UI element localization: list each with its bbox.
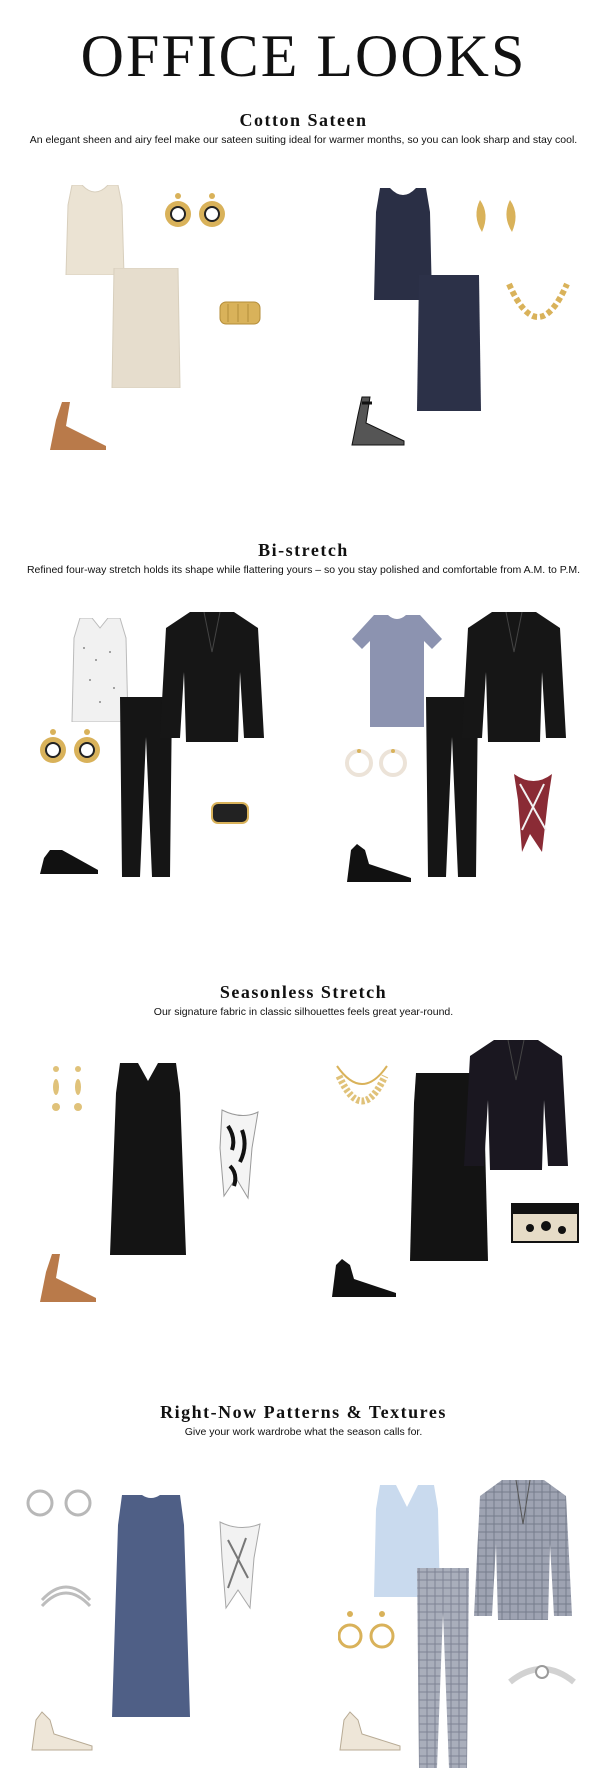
- black-slide-sandal-image[interactable]: [38, 840, 104, 876]
- section-bi-stretch: [0, 540, 607, 577]
- navy-pencil-skirt-image[interactable]: [415, 275, 483, 411]
- cream-slingback-heel-image[interactable]: [338, 1708, 402, 1752]
- section-description: Our signature fabric in classic silhouettes feels great year-round.: [153, 1006, 454, 1018]
- section-seasonless-stretch: [0, 982, 607, 1019]
- tan-heeled-sandal-image[interactable]: [38, 1248, 100, 1304]
- gold-drop-earrings-image[interactable]: [48, 1063, 88, 1123]
- silver-link-bracelet-image[interactable]: [506, 1660, 578, 1692]
- black-blazer-image[interactable]: [160, 612, 264, 742]
- black-pointed-pump-image[interactable]: [345, 840, 413, 884]
- silver-hoop-earrings-image[interactable]: [26, 1487, 92, 1519]
- section-title: Cotton Sateen: [239, 110, 368, 130]
- section-patterns-textures: [0, 1402, 607, 1439]
- black-pointed-pump-image[interactable]: [330, 1255, 398, 1299]
- statement-earrings-image[interactable]: [162, 192, 232, 234]
- section-title: Bi-stretch: [258, 540, 349, 560]
- black-blazer-image[interactable]: [464, 1040, 568, 1170]
- section-description: Refined four-way stretch holds its shape while flattering yours – so you stay polished and comfortable from A.M. to P.M.: [26, 564, 581, 576]
- tan-heeled-sandal-image[interactable]: [48, 396, 110, 452]
- white-printed-scarf-image[interactable]: [212, 1518, 264, 1610]
- black-white-scarf-image[interactable]: [212, 1108, 262, 1200]
- black-sheath-dress-image[interactable]: [110, 1063, 186, 1255]
- section-title: Right-Now Patterns & Textures: [160, 1402, 447, 1422]
- gold-bangle-image[interactable]: [218, 298, 262, 328]
- plaid-trousers-image[interactable]: [415, 1568, 471, 1768]
- white-hoop-earrings-image[interactable]: [345, 745, 409, 781]
- section-description: Give your work wardrobe what the season calls for.: [184, 1426, 423, 1438]
- ivory-tank-top-image[interactable]: [62, 185, 128, 275]
- patterned-ankle-strap-heel-image[interactable]: [350, 395, 408, 447]
- plaid-blazer-image[interactable]: [474, 1480, 572, 1620]
- section-description: An elegant sheen and airy feel make our sateen suiting ideal for warmer months, so you can look sharp and stay cool.: [29, 134, 578, 146]
- gold-statement-necklace-image[interactable]: [333, 1062, 391, 1126]
- gold-hoop-drop-earrings-image[interactable]: [338, 1610, 396, 1654]
- black-bangle-image[interactable]: [210, 800, 250, 826]
- embellished-clutch-image[interactable]: [510, 1202, 580, 1244]
- denim-shift-dress-image[interactable]: [112, 1495, 190, 1717]
- silver-cuff-bracelet-image[interactable]: [38, 1580, 94, 1608]
- gold-leaf-necklace-image[interactable]: [505, 280, 571, 342]
- section-cotton-sateen: [0, 110, 607, 147]
- ivory-pencil-skirt-image[interactable]: [110, 268, 182, 388]
- printed-silk-scarf-image[interactable]: [508, 770, 558, 854]
- section-title: Seasonless Stretch: [219, 982, 388, 1002]
- page-title: OFFICE LOOKS: [80, 23, 527, 89]
- black-blazer-image[interactable]: [462, 612, 566, 742]
- cream-slingback-heel-image[interactable]: [30, 1708, 94, 1752]
- statement-earrings-image[interactable]: [37, 728, 105, 770]
- gold-leaf-earrings-image[interactable]: [470, 198, 522, 236]
